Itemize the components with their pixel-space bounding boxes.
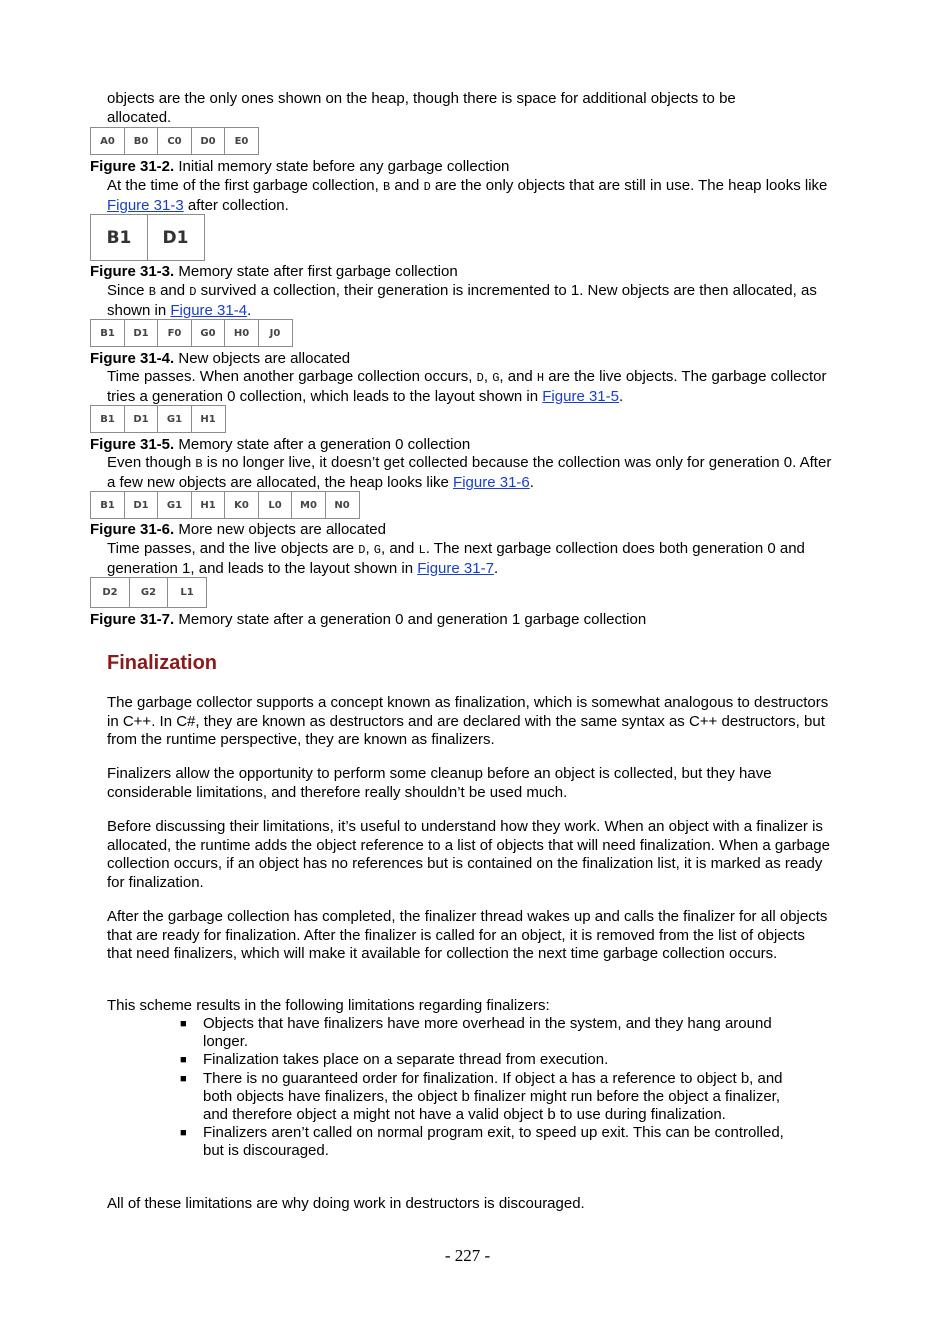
figure-31-3-link[interactable]: Figure 31-3 [107, 196, 184, 214]
heap-cell: D2 [90, 577, 130, 608]
heap-cell: G1 [157, 405, 192, 433]
intro-line-2: allocated. [107, 108, 172, 126]
figure-label: Figure 31-3. [90, 263, 175, 280]
paragraph-before-fig-31-4 [107, 282, 832, 320]
heap-cell: D1 [124, 405, 159, 433]
heap-cell: A0 [90, 127, 125, 155]
text: Time passes, and the live objects are [107, 540, 359, 557]
paragraph: The garbage collector supports a concept known as finalization, which is somewhat analogous to destructors in C++. In C#, they are known as destructors and are declared with the same syntax as C++ destructors, but from the runtime perspective, they are known as finalizers. [107, 694, 829, 748]
heap-cell: D0 [191, 127, 226, 155]
figure-caption-text: Memory state after first garbage collection [178, 263, 458, 280]
bullet-icon: ■ [180, 1072, 187, 1085]
heap-cell: C0 [157, 127, 192, 155]
text: and [390, 177, 424, 194]
text: are the live objects. The garbage collector tries a generation 0 collection, which leads to the layout shown in [107, 368, 827, 405]
text: . [618, 387, 624, 405]
figure-caption-31-3 [90, 263, 458, 282]
section-heading: Finalization [107, 652, 217, 674]
figure-caption-31-6 [90, 521, 386, 540]
figure-31-6-link[interactable]: Figure 31-6 [453, 473, 530, 491]
heap-cell: K0 [224, 491, 259, 519]
code-identifier: H [536, 371, 545, 385]
list-item-text: There is no guaranteed order for finalization. If object a has a reference to object b, and both objects have finalizers, the object b finalizer might run before the object a finalizer, and therefore object a might not have a valid object b to use during finalization. [203, 1069, 783, 1124]
heap-cell: H1 [191, 405, 226, 433]
text: Even though [107, 454, 196, 471]
heap-figure-31-7 [90, 577, 206, 608]
figure-31-5-link[interactable]: Figure 31-5 [542, 387, 619, 405]
figure-label: Figure 31-2. [90, 158, 175, 175]
list-item-text: Finalizers aren’t called on normal program exit, to speed up exit. This can be controlled, but is discouraged. [203, 1124, 784, 1160]
text: . [493, 559, 499, 577]
figure-caption-text: New objects are allocated [178, 350, 351, 367]
heap-cell: L0 [258, 491, 293, 519]
heap-cell: G1 [157, 491, 192, 519]
heap-cell: D1 [147, 214, 205, 261]
intro-line-1: objects are the only ones shown on the heap, though there is space for additional objects to be [107, 90, 736, 107]
code-identifier: D [358, 543, 366, 557]
figure-caption-31-5 [90, 436, 470, 455]
code-identifier: G [373, 543, 381, 557]
heap-cell: B0 [124, 127, 159, 155]
figure-caption-text: More new objects are allocated [178, 521, 386, 538]
figure-caption-31-2 [90, 158, 509, 177]
bullet-icon: ■ [180, 1054, 187, 1067]
bullet-icon: ■ [180, 1127, 187, 1140]
paragraph-before-fig-31-6 [107, 454, 832, 492]
code-identifier: L [418, 543, 426, 557]
list-item [180, 1124, 790, 1160]
heap-cell: G2 [129, 577, 169, 608]
figure-caption-text: Memory state after a generation 0 collection [178, 436, 471, 453]
figure-caption-31-4 [90, 350, 350, 369]
figure-label: Figure 31-7. [90, 611, 175, 628]
list-item-text: Finalization takes place on a separate thread from execution. [203, 1051, 609, 1069]
text: , and [499, 368, 537, 385]
heap-figure-31-6 [90, 491, 358, 519]
heap-cell: E0 [224, 127, 259, 155]
heap-cell: L1 [167, 577, 207, 608]
code-identifier: B [148, 285, 156, 299]
paragraph-before-fig-31-5 [107, 368, 832, 406]
paragraph-before-fig-31-3 [107, 177, 832, 215]
paragraph-before-fig-31-7 [107, 540, 832, 578]
text: after collection. [183, 196, 289, 214]
heap-cell: B1 [90, 405, 125, 433]
page-number: - 227 - [444, 1246, 491, 1265]
paragraph: After the garbage collection has completed, the finalizer thread wakes up and calls the finalizer for all objects that are ready for finalization. After the finalizer is called for an object, it is removed from the list of objects that need finalizers, which will make it available for collection the next time garbage collection occurs. [107, 908, 828, 962]
figure-label: Figure 31-5. [90, 436, 175, 453]
text: , [483, 368, 493, 385]
heap-cell: J0 [258, 319, 293, 347]
text: . The next garbage collection does both generation 0 and generation 1, and leads to the layout shown in [107, 540, 805, 577]
code-identifier: G [492, 371, 500, 385]
text: , [365, 540, 374, 557]
text: are the only objects that are still in use. The heap looks like [430, 177, 828, 194]
figure-31-7-link[interactable]: Figure 31-7 [417, 559, 494, 577]
figure-label: Figure 31-4. [90, 350, 175, 367]
text: Time passes. When another garbage collection occurs, [107, 368, 477, 385]
heap-cell: D1 [124, 491, 159, 519]
code-identifier: D [189, 285, 197, 299]
text: , and [381, 540, 419, 557]
text: At the time of the first garbage collection, [107, 177, 383, 194]
paragraph: This scheme results in the following limitations regarding finalizers: [107, 997, 550, 1014]
figure-label: Figure 31-6. [90, 521, 175, 538]
heap-cell: B1 [90, 319, 125, 347]
heap-cell: B1 [90, 491, 125, 519]
paragraph: All of these limitations are why doing work in destructors is discouraged. [107, 1195, 585, 1212]
bullet-icon: ■ [180, 1018, 187, 1030]
heap-figure-31-4 [90, 319, 291, 347]
limitations-list [180, 1015, 790, 1161]
heap-figure-31-3 [90, 214, 203, 261]
paragraph: Before discussing their limitations, it’s useful to understand how they work. When an object with a finalizer is allocated, the runtime adds the object reference to a list of objects that will need finalization. When a garbage collection occurs, if an object has no references but is contained on the finalization list, it is marked as ready for finalization. [107, 818, 830, 891]
heap-figure-31-5 [90, 405, 224, 433]
heap-cell: B1 [90, 214, 148, 261]
code-identifier: B [195, 457, 203, 471]
text: is no longer live, it doesn’t get collected because the collection was only for generation 0. After a few new objects are allocated, the heap looks like [107, 454, 832, 491]
text: . [247, 301, 252, 319]
text: and [155, 282, 190, 299]
code-identifier: D [476, 371, 484, 385]
intro-paragraph [107, 90, 832, 127]
heap-cell: G0 [191, 319, 226, 347]
heap-cell: M0 [291, 491, 326, 519]
code-identifier: B [382, 180, 391, 194]
figure-caption-text: Initial memory state before any garbage collection [178, 158, 510, 175]
list-item [180, 1070, 790, 1125]
heap-cell: H1 [191, 491, 226, 519]
paragraph: Finalizers allow the opportunity to perform some cleanup before an object is collected, but they have considerable limitations, and therefore really shouldn’t be used much. [107, 765, 772, 801]
heap-cell: N0 [325, 491, 360, 519]
figure-caption-31-7 [90, 611, 646, 630]
heap-cell: H0 [224, 319, 259, 347]
list-item-text: Objects that have finalizers have more overhead in the system, and they hang around longer. [203, 1015, 772, 1051]
heap-figure-31-2 [90, 127, 258, 155]
figure-caption-text: Memory state after a generation 0 and generation 1 garbage collection [178, 611, 647, 628]
text: Since [107, 282, 149, 299]
list-item [180, 1015, 790, 1051]
figure-31-4-link[interactable]: Figure 31-4 [170, 301, 248, 319]
list-item [180, 1051, 790, 1069]
text: survived a collection, their generation is incremented to 1. New objects are then allocated, as shown in [107, 282, 817, 319]
heap-cell: D1 [124, 319, 159, 347]
text: . [529, 473, 534, 491]
code-identifier: D [423, 180, 431, 194]
heap-cell: F0 [157, 319, 192, 347]
